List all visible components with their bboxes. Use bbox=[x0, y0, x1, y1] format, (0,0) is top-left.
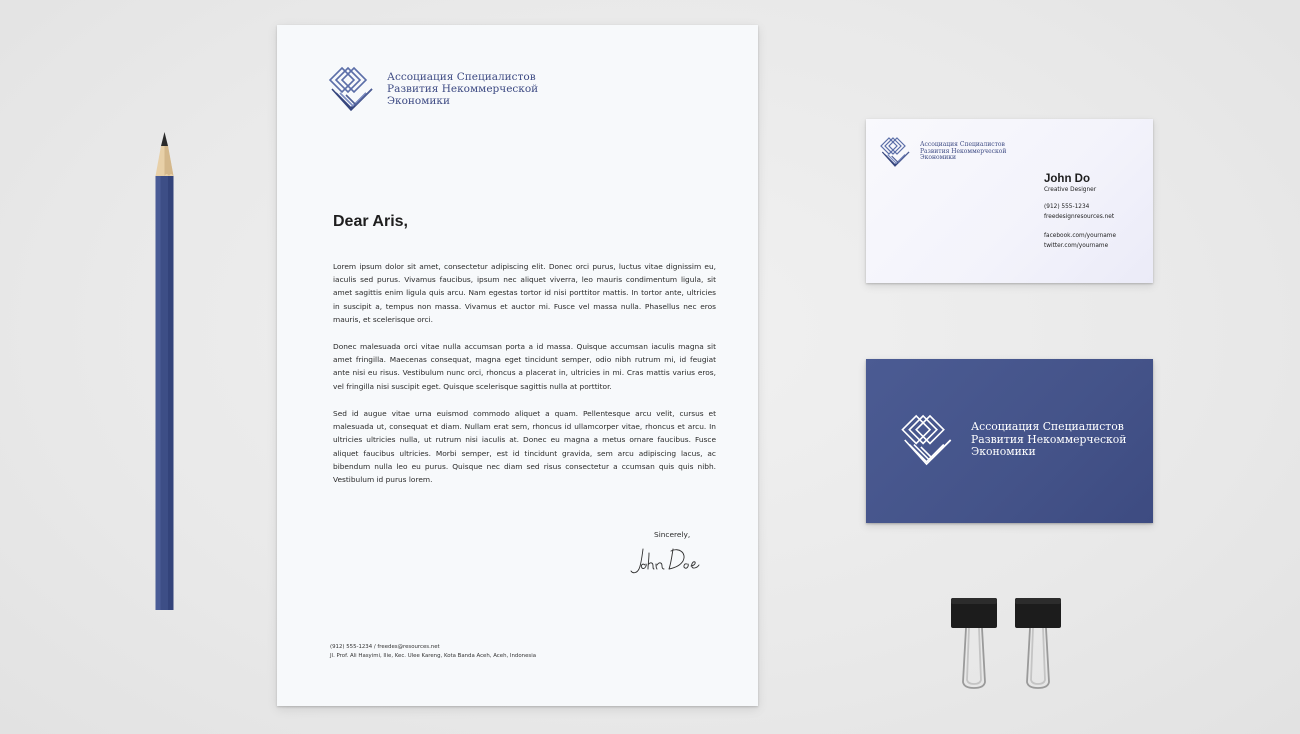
card-twitter: twitter.com/yourname bbox=[1044, 242, 1109, 249]
card-contact-block bbox=[1044, 173, 1116, 251]
letterhead-logo bbox=[327, 65, 538, 113]
footer-address: Jl. Prof. Ali Hasyimi, Ilie, Kec. Ulee Kareng, Kota Banda Aceh, Aceh, Indonesia bbox=[330, 653, 536, 659]
letter-footer bbox=[330, 643, 536, 661]
card-logo bbox=[879, 136, 1006, 168]
card-phone: (912) 555-1234 bbox=[1044, 204, 1090, 210]
card-name: John Do bbox=[1044, 173, 1090, 185]
logo-line: Ассоциация Специалистов bbox=[971, 420, 1124, 434]
business-card-front bbox=[866, 119, 1153, 283]
binder-clip bbox=[950, 598, 998, 690]
logo-line: Экономики bbox=[920, 154, 956, 162]
logo-line: Развития Некоммерческой bbox=[971, 432, 1127, 446]
letter-closing: Sincerely, bbox=[654, 530, 691, 539]
letter-paragraph: Lorem ipsum dolor sit amet, consectetur adipiscing elit. Donec orci purus, luctus vitae dignissim eu, iaculis sed purus. Vivamus faucibus, ipsum nec aliquet viverra, leo mauris condimentum ligula, sit amet sagittis enim ligula quis arcu. Nam egestas tortor id nisi porttitor mattis. In tortor ante, ultricies in suscipit a, tempus non massa. Vivamus et auctor mi. Fusce vel massa nulla. Phasellus nec eros mauris, et scelerisque orci. bbox=[333, 262, 716, 324]
business-card-back bbox=[866, 359, 1153, 523]
letter-paragraph: Donec malesuada orci vitae nulla accumsan porta a id massa. Quisque accumsan iaculis magna sit amet fringilla. Maecenas consequat, magna eget tincidunt semper, odio nibh rutrum mi, id feugiat ante nisi eu risus. Vestibulum nunc orci, rhoncus a placerat in, ultricies in mi. Cras mattis varius eros, vel fringilla nisi suscipit eget. Quisque scelerisque sagittis nulla at porttitor. bbox=[333, 342, 716, 391]
logo-line: Ассоциация Специалистов bbox=[387, 70, 536, 83]
letterhead-page bbox=[277, 25, 758, 706]
card-role: Creative Designer bbox=[1044, 187, 1097, 193]
logo-line: Экономики bbox=[971, 445, 1036, 459]
diamond-logo-icon bbox=[879, 136, 915, 168]
pencil bbox=[155, 132, 174, 610]
binder-clip bbox=[1014, 598, 1062, 690]
card-website: freedesignresources.net bbox=[1044, 213, 1115, 220]
logo-line: Ассоциация Специалистов bbox=[920, 140, 1005, 148]
card-back-logo bbox=[899, 412, 1126, 468]
footer-contact: (912) 555-1234 / freedes@resources.net bbox=[330, 644, 440, 650]
letter-paragraph: Sed id augue vitae urna euismod commodo aliquet a quam. Pellentesque arcu velit, cursus et malesuada ut, consequat et diam. Nullam erat sem, rhoncus id ullamcorper vitae, rhoncus et arcu. In ultricies ultricies nulla, ut rutrum nisi iaculis at. Donec eu magna a metus ornare faucibus. Fusce aliquet faucibus ultricies. Morbi semper, est id tincidunt gravida, sem arcu adipiscing lacus, ac bibendum nulla leo eu purus. Quisque nec diam sed risus consectetur a ccumsan quis quis nibh. Vestibulum id purus lorem. bbox=[333, 409, 716, 485]
signature bbox=[629, 543, 701, 579]
logo-line: Развития Некоммерческой bbox=[920, 147, 1007, 155]
letter-greeting: Dear Aris, bbox=[333, 213, 408, 230]
diamond-logo-icon bbox=[899, 412, 961, 468]
logo-line: Развития Некоммерческой bbox=[387, 82, 539, 95]
logo-line: Экономики bbox=[387, 95, 450, 108]
diamond-logo-icon bbox=[327, 65, 381, 113]
card-facebook: facebook.com/yourname bbox=[1044, 233, 1117, 239]
